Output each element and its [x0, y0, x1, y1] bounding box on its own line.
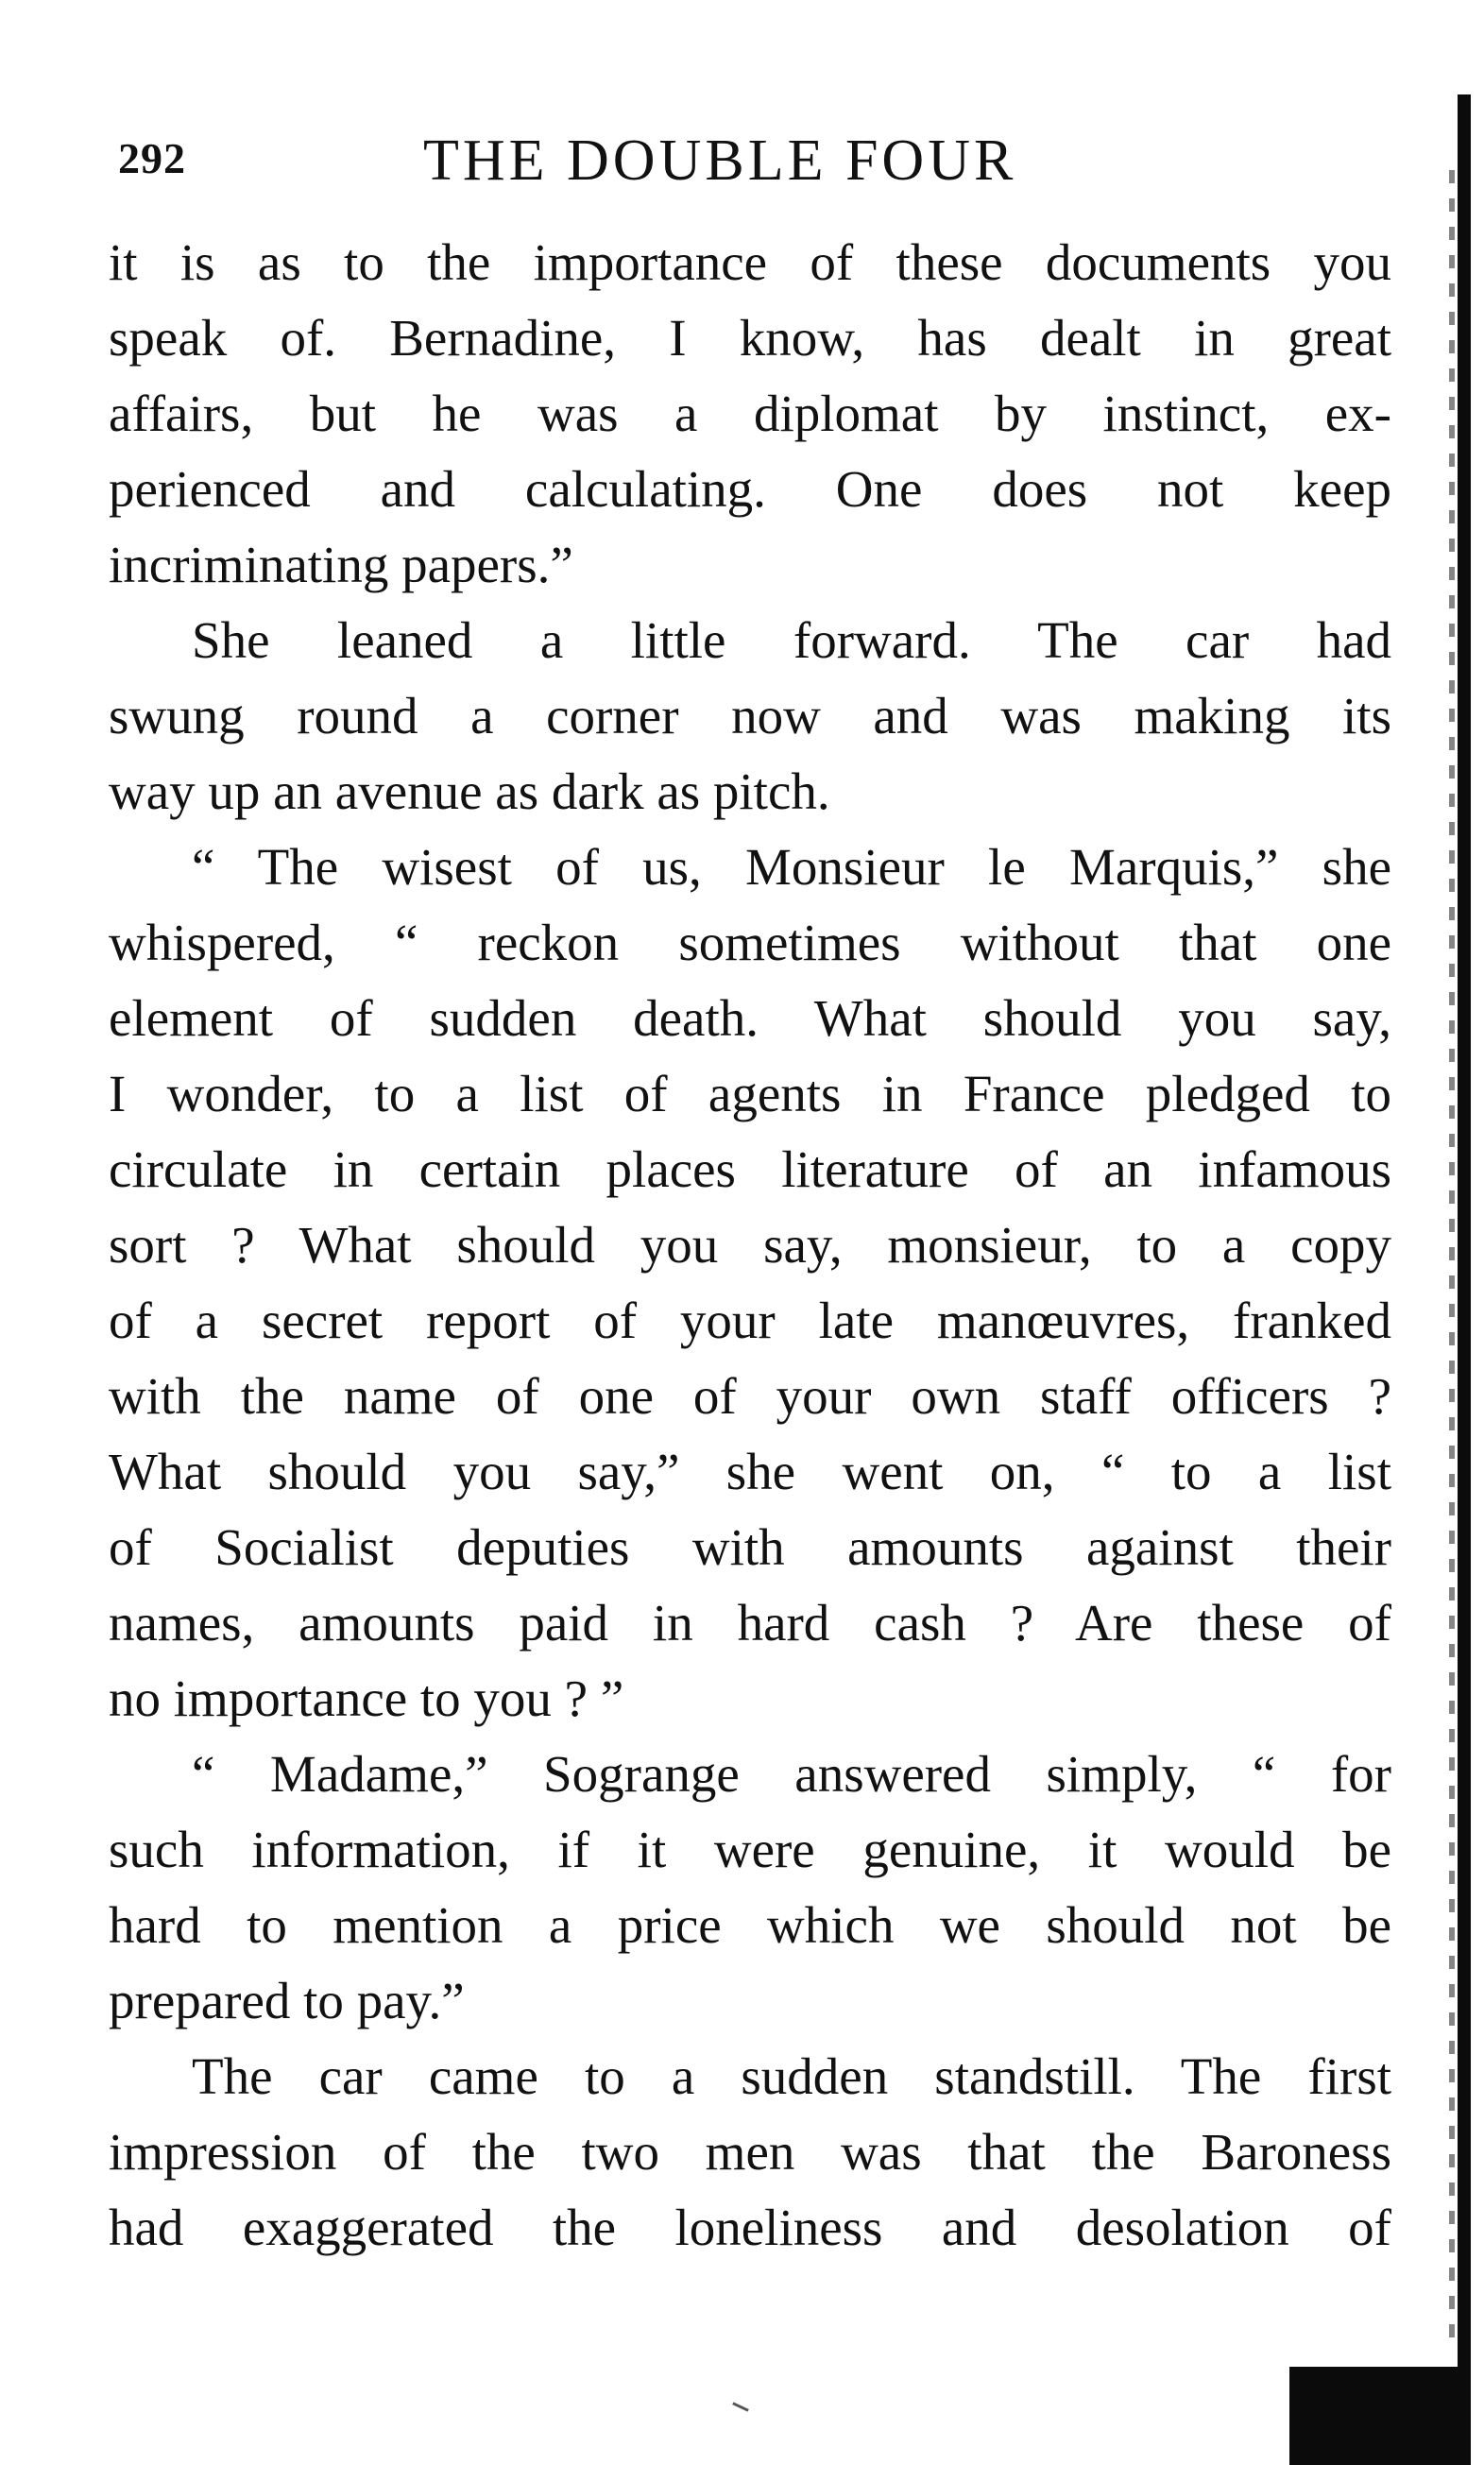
text-line: hard to mention a price which we should not be: [109, 1896, 1391, 1954]
text-line: swung round a corner now and was making its: [109, 687, 1391, 745]
text-line: perienced and calculating. One does not keep: [109, 460, 1391, 518]
running-title: THE DOUBLE FOUR: [423, 128, 1017, 193]
text-line: affairs, but he was a diplomat by instinct, ex-: [109, 385, 1391, 442]
text-line: with the name of one of your own staff officers ?: [109, 1367, 1391, 1425]
text-line: What should you say,” she went on, “ to a list: [109, 1443, 1391, 1500]
text-line: The car came to a sudden standstill. The first: [192, 2047, 1391, 2105]
text-line: impression of the two men was that the Baroness: [109, 2123, 1391, 2181]
page-number: 292: [118, 134, 186, 182]
text-line: “ The wisest of us, Monsieur le Marquis,” she: [192, 838, 1391, 896]
text-line: had exaggerated the loneliness and desolation of: [109, 2199, 1391, 2256]
scan-corner-mark: [1289, 2367, 1458, 2465]
text-line: of Socialist deputies with amounts against their: [109, 1518, 1391, 1576]
text-line: whispered, “ reckon sometimes without that one: [109, 914, 1391, 971]
text-line: circulate in certain places literature of an infamous: [109, 1140, 1391, 1198]
text-line: way up an avenue as dark as pitch.: [109, 762, 830, 820]
text-line: I wonder, to a list of agents in France pledged to: [109, 1065, 1391, 1122]
text-line: element of sudden death. What should you say,: [109, 989, 1391, 1047]
text-line: no importance to you ? ”: [109, 1669, 624, 1727]
text-line: prepared to pay.”: [109, 1972, 465, 2029]
text-line: speak of. Bernadine, I know, has dealt in great: [109, 309, 1391, 367]
text-line: names, amounts paid in hard cash ? Are these of: [109, 1594, 1391, 1652]
text-line: such information, if it were genuine, it would be: [109, 1821, 1391, 1878]
text-line: She leaned a little forward. The car had: [192, 611, 1391, 669]
scan-edge-shadow: [1449, 170, 1455, 2343]
scan-speck: [732, 2402, 749, 2411]
text-line: it is as to the importance of these documents you: [109, 233, 1391, 291]
text-line: of a secret report of your late manœuvres, franked: [109, 1292, 1391, 1349]
text-line: incriminating papers.”: [109, 536, 573, 593]
text-line: sort ? What should you say, monsieur, to a copy: [109, 1216, 1391, 1274]
body-text: [109, 225, 1391, 2266]
scan-binding-edge: [1458, 94, 1471, 2465]
page-header: [118, 128, 1393, 194]
text-line: “ Madame,” Sogrange answered simply, “ for: [192, 1745, 1391, 1803]
